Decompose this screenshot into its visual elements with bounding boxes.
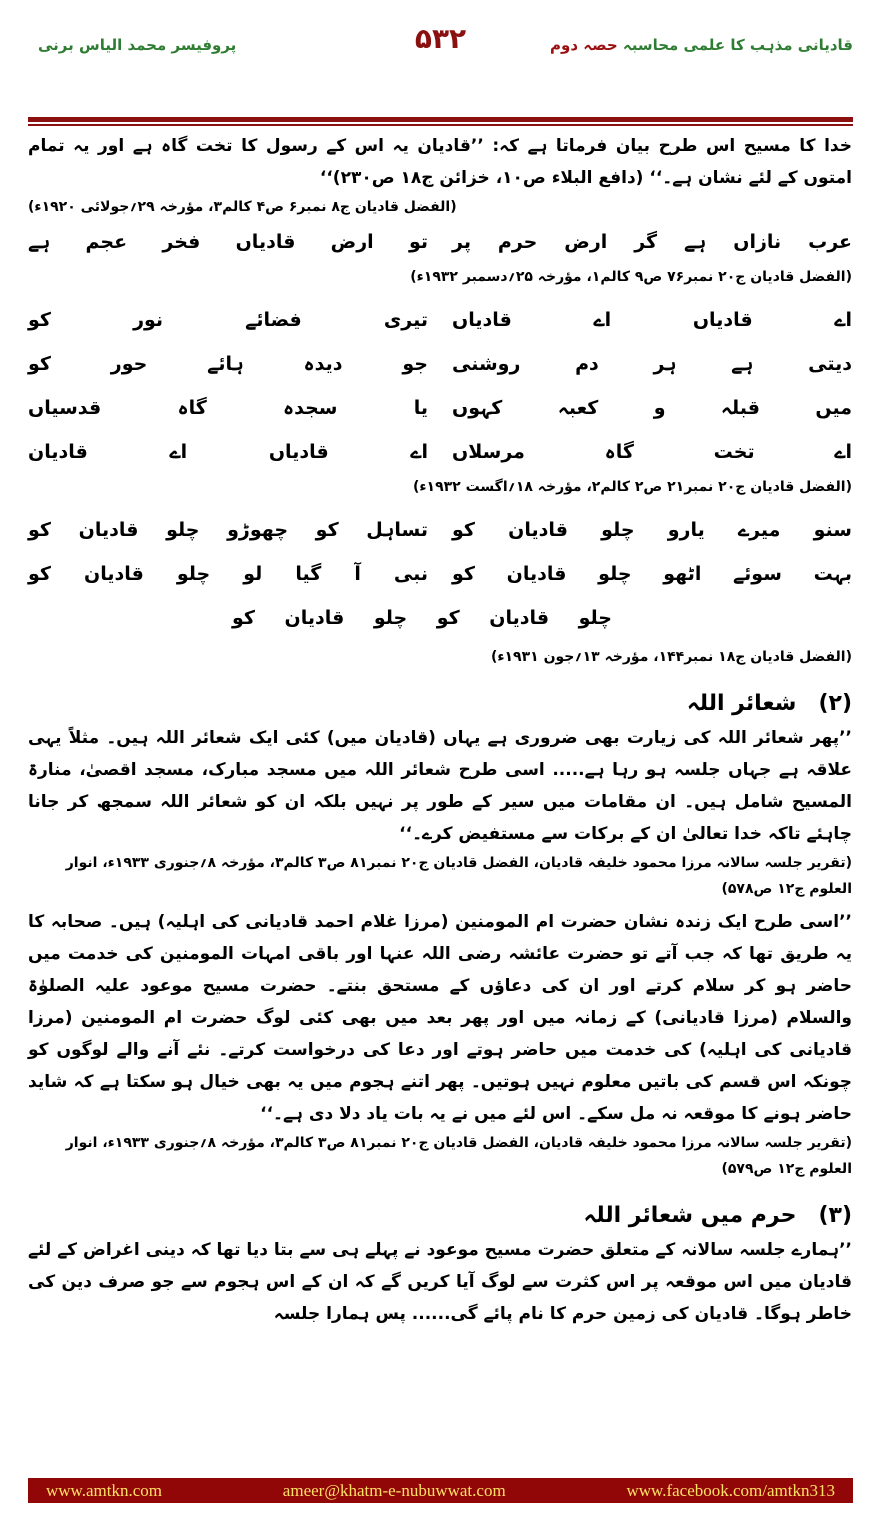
poem2-citation: (الفضل قادیان ج۲۰ نمبر۲۱ ص۲ کالم۲، مؤرخہ ۱۸؍اگست ۱۹۳۲ء) (412, 479, 852, 495)
book-title-text: قادیانی مذہب کا علمی محاسبہ (622, 36, 853, 54)
section3-number: (۳) (818, 1203, 852, 1228)
poem3-couplet (28, 552, 852, 596)
section3-title: حرم میں شعائر اللہ (583, 1203, 797, 1228)
footer-bar (28, 1478, 853, 1503)
header-rule-thick (28, 117, 853, 122)
author-name: پروفیسر محمد الیاس برنی (38, 36, 237, 54)
section2-citation2: (تقریر جلسہ سالانہ مرزا محمود خلیفہ قادیان، الفضل قادیان ج۲۰ نمبر۸۱ ص۳ کالم۳، مؤرخہ ۸؍جنوری ۱۹۳۳ء، انوار العلوم ج۱۲ ص۵۷۹) (65, 1135, 852, 1177)
section2-number: (۲) (818, 691, 852, 716)
poem3-refrain: چلو قادیان کو چلو قادیان کو (232, 607, 612, 629)
intro-paragraph: خدا کا مسیح اس طرح بیان فرماتا ہے کہ: ’’قادیان یہ اس کے رسول کا تخت گاہ ہے اور یہ تمام امتوں کے لئے نشان ہے۔‘‘ (دافع البلاء ص۱۰، خزائن ج۱۸ ص۲۳۰)‘‘ (28, 136, 852, 188)
poem3-citation: (الفضل قادیان ج۱۸ نمبر۱۴۴، مؤرخہ ۱۳؍جون ۱۹۳۱ء) (490, 649, 852, 665)
section2-paragraph1: ’’پھر شعائر اللہ کی زیارت بھی ضروری ہے یہاں (قادیان میں) کئی ایک شعائر اللہ ہیں۔ مثلاً یہی علاقہ ہے جہاں جلسہ ہو رہا ہے..... اسی طرح شعائر اللہ میں مسجد مبارک، مسجد اقصیٰ، منارۃ المسیح شامل ہیں۔ ان مقامات میں سیر کے طور پر نہیں بلکہ ان کو شعائر اللہ سمجھ کر جانا چاہئے تاکہ خدا تعالیٰ ان کے برکات سے مستفیض کرے۔‘‘ (28, 728, 852, 844)
hemistich-left: جو دیدہ ہائے حور کو (28, 353, 428, 375)
section2-title: شعائر اللہ (686, 691, 797, 716)
footer-website-link[interactable]: www.amtkn.com (46, 1480, 162, 1500)
poem3-couplet (28, 508, 852, 552)
section3-heading (28, 1198, 852, 1234)
poem2-couplet (28, 342, 852, 386)
section2-paragraph2: ’’اسی طرح ایک زندہ نشان حضرت ام المومنین (مرزا غلام احمد قادیانی کی اہلیہ) ہیں۔ صحابہ کا یہ طریق تھا کہ جب آتے تو حضرت عائشہ رضی اللہ عنہا اور باقی امہات المومنین کی خدمت میں حاضر ہو کر سلام کرتے اور ان کی دعاؤں کے مستحق بنتے۔ حضرت مسیح موعود علیہ الصلوٰۃ والسلام (مرزا قادیانی) کے زمانہ میں اور پھر بعد میں بھی کئی لوگ حضرت ام المومنین (مرزا قادیانی کی اہلیہ) کی خدمت میں حاضر ہوتے اور دعا کی درخواست کرتے۔ نئے آنے والے لوگوں کو چونکہ اس قسم کی باتیں معلوم نہیں ہوتیں۔ پھر اتنے ہجوم میں یہ بھی خیال ہو سکتا ہے کہ شاید حاضر ہونے کا موقعہ نہ مل سکے۔ اس لئے میں نے یہ بات یاد دلا دی ہے۔‘‘ (28, 912, 852, 1124)
section3-paragraph1: ’’ہمارے جلسہ سالانہ کے متعلق حضرت مسیح موعود نے پہلے ہی سے بتا دیا تھا کہ دینی اغراض کے لئے قادیان میں اس موقعہ پر اس کثرت سے لوگ آیا کریں گے کہ ان کے اس ہجوم سے جو صرف دین کی خاطر ہوگا۔ قادیان کی زمین حرم کا نام پائے گی...... پس ہمارا جلسہ (28, 1240, 852, 1324)
header-rule-thin (28, 124, 853, 126)
hemistich-right: اے تخت گاہ مرسلاں (452, 441, 852, 463)
hemistich-right: عرب نازاں ہے گر ارض حرم پر (452, 231, 852, 253)
poem3-refrain-row (28, 596, 852, 640)
hemistich-left: تساہل کو چھوڑو چلو قادیان کو (28, 519, 428, 541)
section2-heading (28, 686, 852, 722)
poem1-couplet (28, 220, 852, 264)
poem2-couplet (28, 386, 852, 430)
poem1-citation: (الفضل قادیان ج۲۰ نمبر۷۶ ص۹ کالم۱، مؤرخہ ۲۵؍دسمبر ۱۹۳۲ء) (410, 269, 852, 285)
page-number: ۵۳۲ (414, 22, 467, 55)
hemistich-right: دیتی ہے ہر دم روشنی (452, 353, 852, 375)
poem2-couplet (28, 430, 852, 474)
book-part: حصہ دوم (550, 36, 618, 54)
hemistich-right: سنو میرے یارو چلو قادیان کو (452, 519, 852, 541)
hemistich-left: اے قادیاں اے قادیان (28, 441, 428, 463)
section2-citation1: (تقریر جلسہ سالانہ مرزا محمود خلیفہ قادیان، الفضل قادیان ج۲۰ نمبر۸۱ ص۳ کالم۳، مؤرخہ ۸؍جنوری ۱۹۳۳ء، انوار العلوم ج۱۲ ص۵۷۸) (65, 855, 852, 897)
hemistich-left: یا سجدہ گاہ قدسیاں (28, 397, 428, 419)
hemistich-right: اے قادیاں اے قادیاں (452, 309, 852, 331)
hemistich-left: تیری فضائے نور کو (28, 309, 428, 331)
hemistich-right: بہت سوئے اٹھو چلو قادیان کو (452, 563, 852, 585)
footer-email-link[interactable]: ameer@khatm-e-nubuwwat.com (282, 1480, 506, 1500)
poem2-couplet (28, 298, 852, 342)
intro-citation: (الفضل قادیان ج۸ نمبر۶ ص۴ کالم۳، مؤرخہ ۲۹؍جولائی ۱۹۲۰ء) (28, 199, 457, 215)
footer-facebook-link[interactable]: www.facebook.com/amtkn313 (626, 1480, 835, 1500)
hemistich-right: میں قبلہ و کعبہ کہوں (452, 397, 852, 419)
page-body (28, 130, 852, 1330)
hemistich-left: تو ارض قادیاں فخر عجم ہے (28, 231, 428, 253)
hemistich-left: نبی آ گیا لو چلو قادیان کو (28, 563, 428, 585)
page-header (28, 22, 853, 72)
